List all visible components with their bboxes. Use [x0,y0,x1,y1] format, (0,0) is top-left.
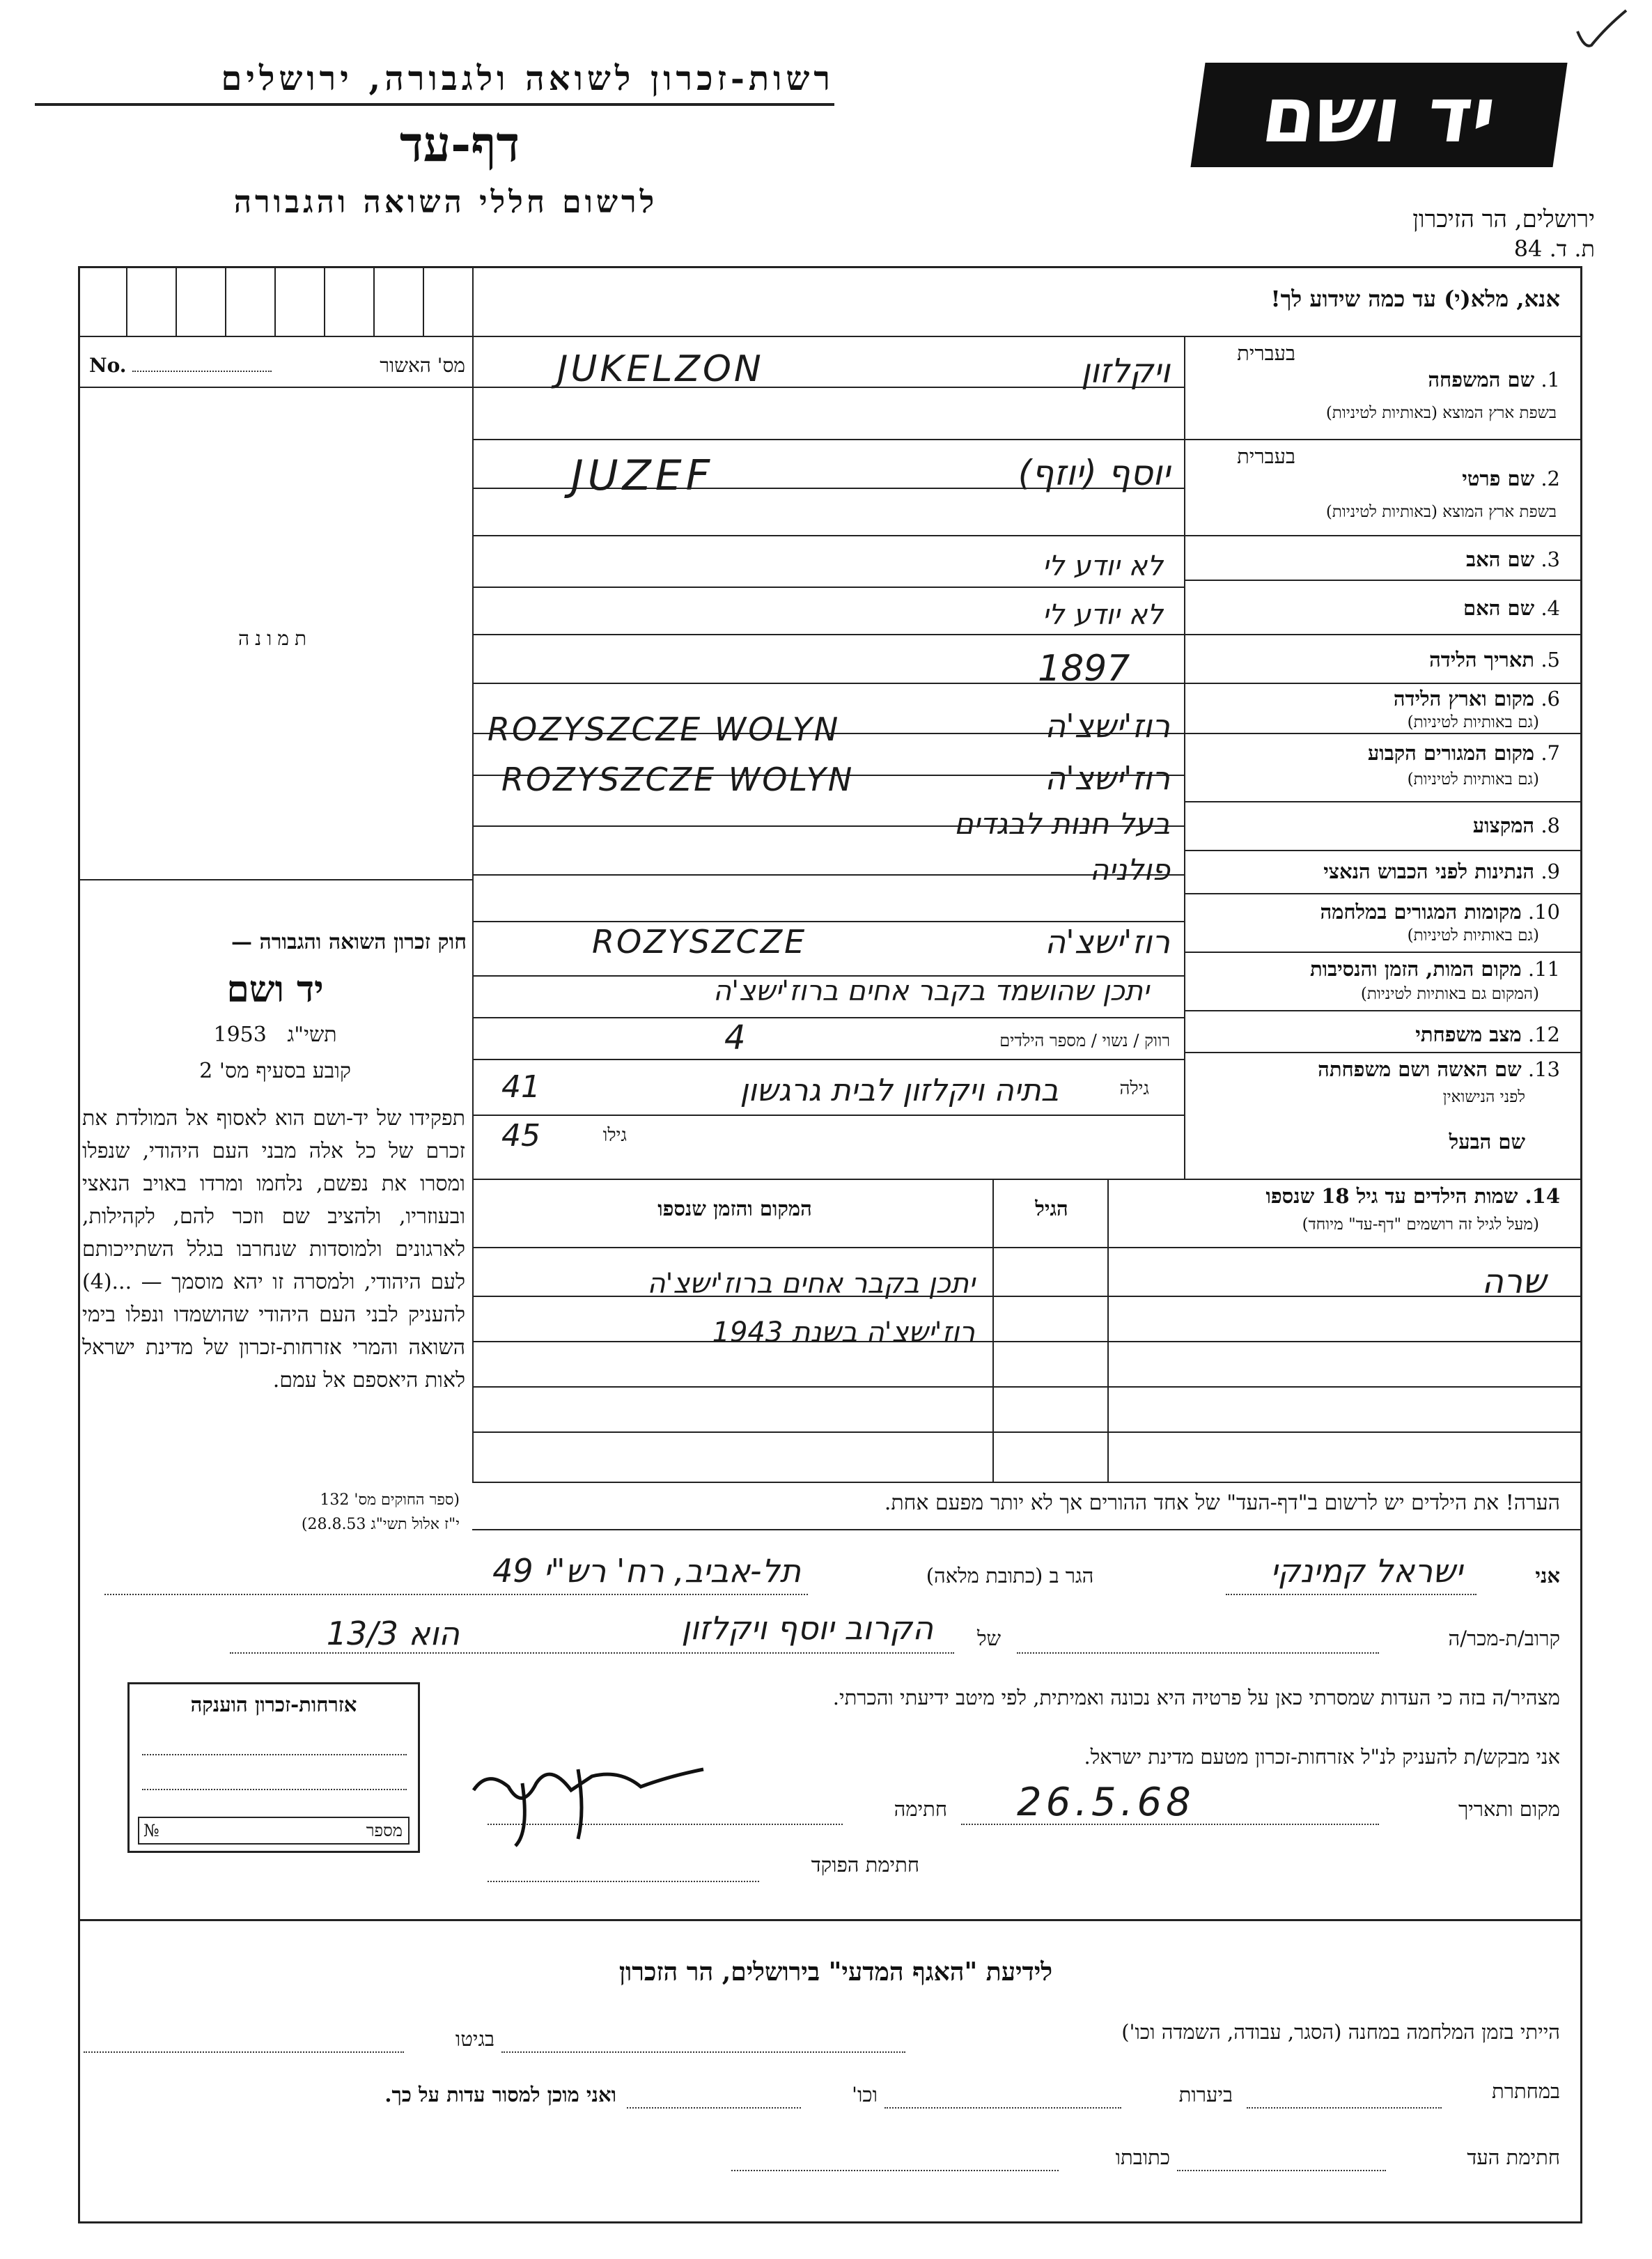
law-clause: קובע בסעיף מס' 2 [199,1059,351,1083]
request-text: אני מבקש/ת להעניק לנ"ל אזרחות-זכרון מטעם מדינת ישראל. [1084,1745,1560,1769]
field-7-sub: (גם באותיות לטיניות) [1407,770,1539,789]
citizenship: פולניה [1089,853,1170,887]
declarant-name: ישראל קמינקי [1270,1552,1463,1590]
field-2-name: שם פרטי [1462,467,1535,490]
law-title: חוק זכרון השואה והגבורה — [231,930,467,954]
field-3-num: 3. [1541,548,1560,571]
living-label: הגר ב (כתובת מלאה) [926,1564,1094,1587]
instruction-text: אנא, מלא(י) עד כמה שידוע לך! [1270,286,1560,312]
field-14-num: 14. [1525,1184,1560,1208]
field-4-num: 4. [1541,596,1560,620]
surname-latin: JUKELZON [557,348,764,390]
footer-address-label: כתובתו [1115,2145,1170,2169]
photo-label: תמונה [237,627,313,650]
field-9-name: הנתינות לפני הכבוש הנאצי [1323,860,1535,883]
field-5-label [1191,648,1560,672]
mother-name: לא יודע לי [1042,599,1163,631]
declaration-date: 26.5.68 [1017,1780,1195,1825]
field-13-name: שם האשה ושם משפחתה [1318,1057,1522,1081]
field-10-num: 10. [1527,900,1560,924]
officer-signature-label: חתימת הפוקד [811,1853,919,1877]
field-6-label [1191,687,1560,711]
check-mark [1574,7,1630,56]
footer-line1: הייתי בזמן המלחמה במחנה (הסגר, עבודה, השמדה וכו') [1121,2020,1560,2044]
footer-ghetto: בגיטו [455,2027,494,2051]
wartime-hebrew: רוז'ישצ'ה [1045,923,1170,961]
footer-witness-signature: חתימת העד [1467,2145,1560,2169]
of-label: של [976,1627,1002,1650]
field-8-name: המקצוע [1472,814,1535,837]
law-year [84,1023,467,1047]
footer-ready: ואני מוכן למסור עדות על כך. [384,2083,616,2106]
relative-label: קרוב/ת-מכר/ה [1448,1627,1560,1650]
field-1-tag: בעברית [1237,341,1295,365]
declarant-address: תל-אביב, רח' רש"י 49 [492,1552,801,1590]
field-3-label [1191,548,1560,572]
field-1-name: שם המשפחה [1428,368,1535,391]
husband-age: 45 [501,1118,540,1154]
header-rule [35,103,834,106]
field-12-label [1191,1023,1560,1047]
family-status-options: רווק / נשוי / מספר הילדים [999,1031,1170,1050]
field-6-sub: (גם באותיות לטיניות) [1407,713,1539,731]
death-place: יתכן שהושמד בקבר אחים ברוז'ישצ'ה [712,975,1149,1007]
law-year-num: 1953 [213,1023,267,1047]
field-11-num: 11. [1527,957,1560,981]
field-12-name: מצב משפחתי [1415,1023,1522,1046]
field-4-label [1191,596,1560,621]
citizenship-box-title: אזרחות-זכרון הוענקה [190,1693,357,1716]
approval-number [89,354,465,378]
field-8-label [1191,814,1560,838]
signature-label: חתימה [894,1797,947,1821]
field-14-name: שמות הילדים עד גיל 18 שנספו [1265,1184,1518,1208]
field-13-label [1191,1057,1560,1082]
field-11-name: מקום המות, הזמן והנסיבות [1310,957,1522,981]
field-1-label [1226,368,1560,392]
field-1-num: 1. [1541,368,1560,391]
field-1-sub: בשפת ארץ המוצא (באותיות לטיניות) [1325,404,1557,422]
residence-hebrew: רוז'ישצ'ה [1045,759,1170,797]
address-line: ירושלים, הר הזיכרון [1412,205,1595,233]
field-5-name: תאריך הלידה [1429,648,1535,672]
field-7-name: מקום המגורים הקבוע [1367,741,1535,765]
field-13-sub: לפני הנישואין [1442,1088,1525,1106]
field-3-name: שם האב [1466,548,1535,571]
authority-title: רשות-זכרון לשואה ולגבורה, ירושלים [221,59,834,98]
field-2-num: 2. [1541,467,1560,490]
field-9-num: 9. [1541,860,1560,883]
children-note: הערה! את הילדים יש לרשום ב"דף-העד" של אחד ההורים אך לא יותר מפעם אחת. [884,1491,1560,1515]
child-1-place: יתכן בקבר אחים ברוז'ישצ'ה [647,1268,975,1300]
wartime-latin: ROZYSZCZE [592,923,807,961]
child-1-name: שרה [1481,1262,1546,1301]
pobox-line: ת. ד. 84 [1513,235,1595,262]
field-4-name: שם האם [1463,596,1535,620]
declarant-i: אני [1535,1564,1560,1587]
law-name: יד ושם [226,968,324,1011]
law-ref-1: (ספר החוקים מס' 132 [320,1491,460,1509]
field-10-label [1191,900,1560,924]
logo-text: יד ושם [1256,70,1502,160]
field-13-num: 13. [1527,1057,1560,1081]
no-label: No. [89,354,127,377]
field-14-label [1107,1184,1560,1209]
firstname-hebrew: יוסף (יוזף) [1018,453,1170,493]
field-12-num: 12. [1527,1023,1560,1046]
wife-name: בתיה ויקלזון לבית גרגשון [740,1073,1059,1108]
children-count: 4 [724,1018,746,1057]
form-subtitle: לרשום חללי השואה והגבורה [233,185,658,220]
approval-label: מס' האשור [380,354,465,377]
birth-place-hebrew: רוז'ישצ'ה [1045,707,1170,745]
birth-place-latin: ROZYSZCZE WOLYN [488,711,841,748]
relation-text: הקרוב יוסף ויקלזון [681,1609,933,1647]
husband-age-label: גילו [602,1125,627,1146]
field-2-label [1226,467,1560,491]
field-7-label [1191,741,1560,766]
field-2-tag: בעברית [1237,444,1295,468]
birth-year: 1897 [1038,648,1130,690]
surname-hebrew: ויקלזון [1081,352,1170,391]
father-name: לא יודע לי [1042,550,1163,582]
citizenship-number-label: מספר [366,1821,403,1840]
wife-age-label: גילה [1119,1078,1149,1099]
residence-latin: ROZYSZCZE WOLYN [501,761,855,798]
yad-vashem-logo [1190,63,1567,167]
field-5-num: 5. [1541,648,1560,672]
occupation: בעל חנות לבגדים [953,807,1170,841]
field-10-name: מקומות המגורים במלחמה [1320,900,1522,924]
child-2-place: רוז'ישצ'ה בשנת 1943 [712,1317,975,1349]
citizenship-box [127,1682,420,1853]
relation-text-2: הוא 13/3 [326,1615,460,1652]
field-9-label [1191,860,1560,884]
field-7-num: 7. [1541,741,1560,765]
footer-title: לידיעת "האגף המדעי" בירושלים, הר הזכרון [618,1957,1053,1987]
field-8-num: 8. [1541,814,1560,837]
footer-forests: ביערות [1178,2083,1233,2106]
field-6-name: מקום וארץ הלידה [1393,687,1535,711]
field-6-num: 6. [1541,687,1560,711]
field-14-sub: (מעל לגיל זה רושמים "דף-עד" מיוחד) [1302,1216,1539,1234]
id-boxes [78,266,472,336]
law-ref-2: י"ז אלול תשי"ג 28.8.53) [301,1516,460,1533]
citizenship-no: № [143,1821,159,1840]
declarant-signature [460,1748,738,1853]
field-10-sub: (גם באותיות לטיניות) [1407,926,1539,945]
field-11-label [1191,957,1560,981]
place-date-label: מקום ותאריך [1458,1797,1560,1821]
field-13-husband: שם הבעל [1449,1130,1525,1154]
footer-etc: וכו' [852,2083,878,2106]
firstname-latin: JUZEF [571,451,715,500]
law-text: תפקידו של יד-ושם הוא לאסוף אל המולדת את זכרם של כל אלה מבני העם היהודי, שנפלו ומסרו את נפשם, נלחמו ומרדו באויב הנאצי ובעוזריו, ולהציב שם וזכר להם, לקהילות, לארגונים ולמוסדות שנחרבו בגלל השתייכותם לעם היהודי, ולמסרה זו יהא מוסמך — ...(4) להעניק לבני העם היהודי שהושמדו ונפלו בימי השואה והמרי אזרחות-זכרון של מדינת ישראל לאות היאספם אל עמם. [82,1106,465,1392]
footer-underground: במחתרת [1492,2079,1560,2103]
wife-age: 41 [501,1069,540,1105]
field-11-sub: (המקום גם באותיות לטיניות) [1360,985,1539,1003]
law-year-hebrew: תשי"ג [287,1023,337,1047]
children-col-age: הגיל [1035,1197,1068,1220]
form-title: דף-עד [399,115,520,173]
field-2-sub: בשפת ארץ המוצא (באותיות לטיניות) [1325,503,1557,521]
children-col-place: המקום והזמן שנספו [657,1197,812,1220]
declaration-text: מצהיר/ה בזה כי העדות שמסרתי כאן על פרטיה היא נכונה ואמיתית, לפי מיטב ידיעתי והכרתי. [832,1686,1560,1709]
